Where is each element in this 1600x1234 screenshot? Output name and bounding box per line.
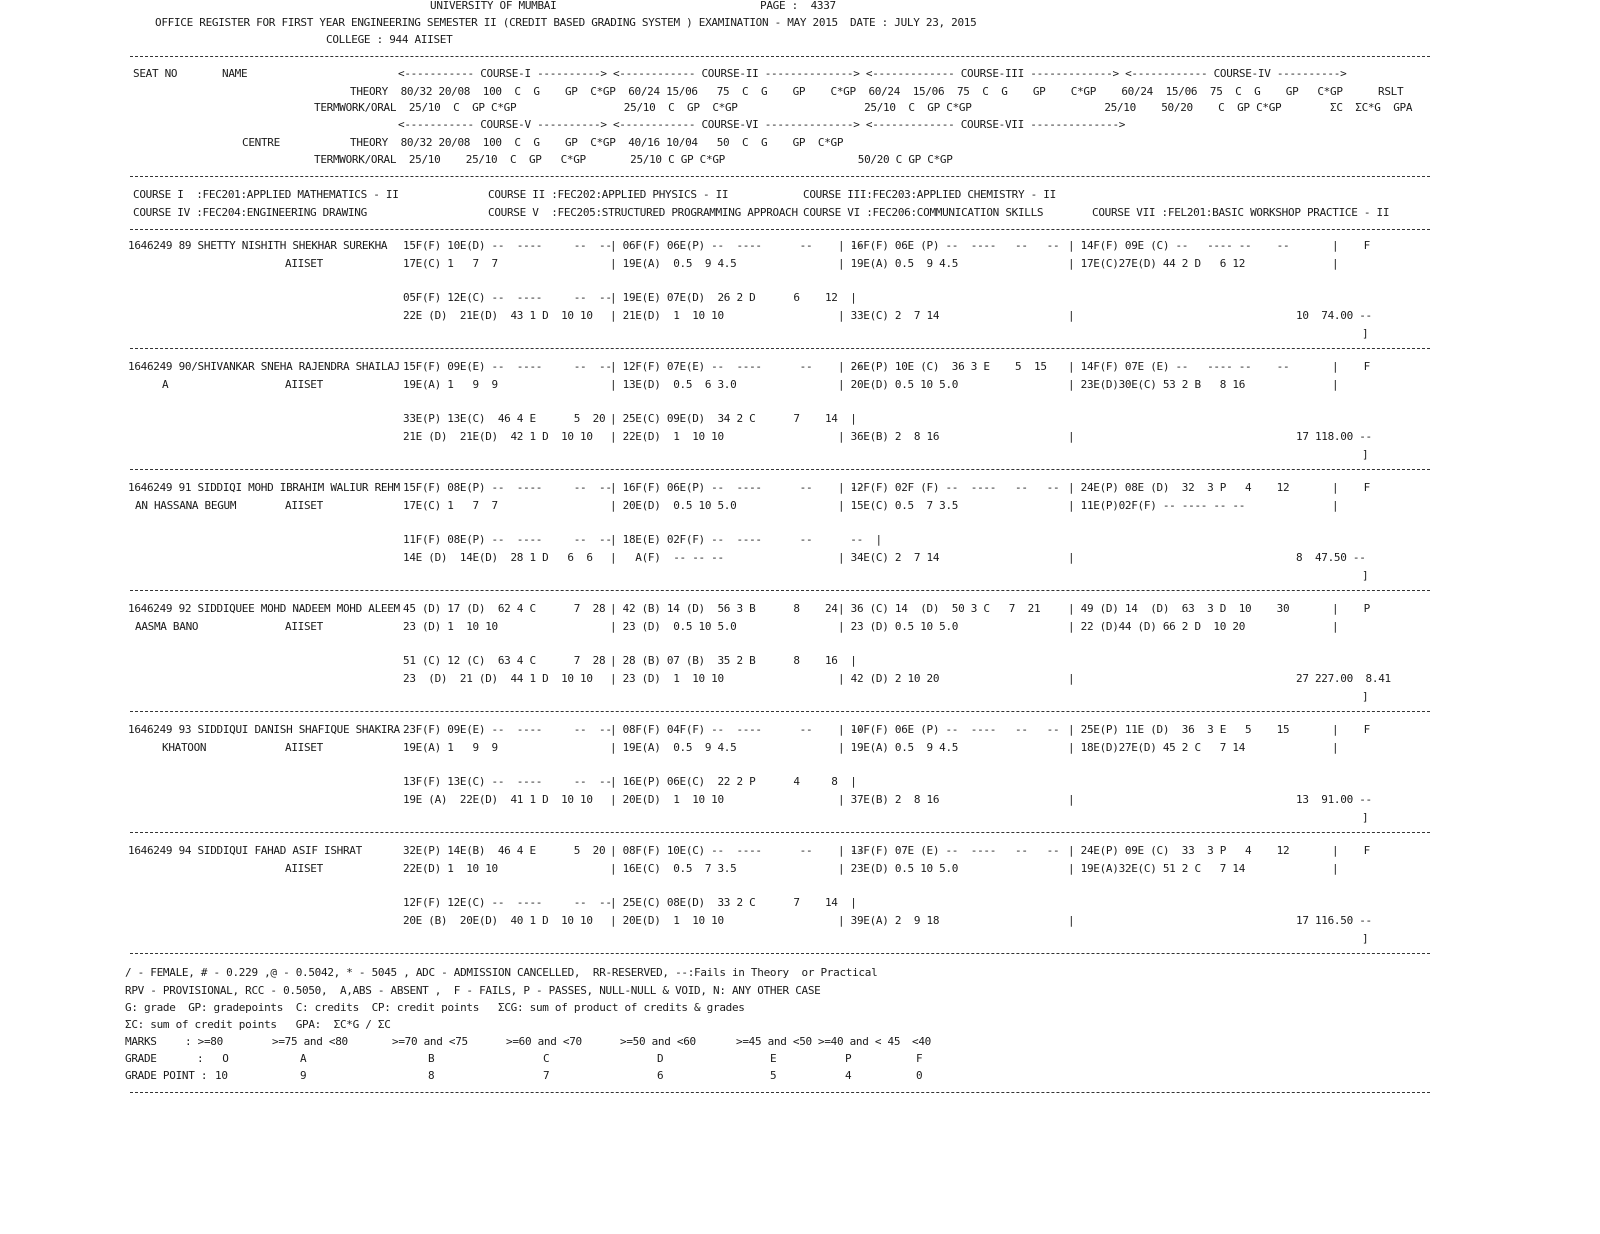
course-7-bar: | bbox=[1068, 793, 1075, 806]
name-continuation: A bbox=[162, 378, 169, 391]
totals-and-gpa: 13 91.00 -- bbox=[1296, 793, 1372, 806]
seat-and-name: 1646249 92 SIDDIQUEE MOHD NADEEM MOHD ALEEM bbox=[128, 602, 400, 615]
course-4-marks-row2: | 22 (D)44 (D) 66 2 D 10 20 bbox=[1068, 620, 1246, 633]
result-bar: | bbox=[1332, 741, 1339, 754]
course-1-marks-row1: 23F(F) 09E(E) -- ---- -- -- bbox=[403, 723, 612, 736]
course-4-marks-row2: | 11E(P)02F(F) -- ---- -- -- bbox=[1068, 499, 1246, 512]
grade-point-value: 10 bbox=[215, 1069, 228, 1082]
course-6-marks-row2: | 23 (D) 1 10 10 bbox=[610, 672, 724, 685]
name-continuation: AASMA BANO bbox=[135, 620, 199, 633]
course-6-marks-row1: | 19E(E) 07E(D) 26 2 D 6 12 | bbox=[610, 291, 857, 304]
course-5-marks-row1: 33E(P) 13E(C) 46 4 E 5 20 bbox=[403, 412, 606, 425]
course-3-marks-row1: | 26E(P) 10E (C) 36 3 E 5 15 bbox=[838, 360, 1047, 373]
course-6-name: COURSE VI :FEC206:COMMUNICATION SKILLS bbox=[803, 206, 1044, 219]
course-1-marks-row2: 19E(A) 1 9 9 bbox=[403, 378, 498, 391]
totals-and-gpa: 17 116.50 -- bbox=[1296, 914, 1372, 927]
course-5-marks-row2: 23 (D) 21 (D) 44 1 D 10 10 bbox=[403, 672, 593, 685]
marks-range: >=75 and <80 bbox=[272, 1035, 348, 1048]
result-bracket: ] bbox=[1362, 569, 1369, 582]
course-2-marks-row1: | 16F(F) 06E(P) -- ---- -- -- bbox=[610, 481, 863, 494]
result-status: | F bbox=[1332, 239, 1370, 252]
course-2-marks-row2: | 13E(D) 0.5 6 3.0 bbox=[610, 378, 737, 391]
marks-range: <40 bbox=[912, 1035, 931, 1048]
divider bbox=[130, 953, 1430, 954]
course-1-marks-row1: 15F(F) 10E(D) -- ---- -- -- bbox=[403, 239, 612, 252]
course-1-marks-row2: 17E(C) 1 7 7 bbox=[403, 257, 498, 270]
course-7-bar: | bbox=[1068, 430, 1075, 443]
course-2-marks-row1: | 08F(F) 10E(C) -- ---- -- -- bbox=[610, 844, 863, 857]
grade-point-value: 6 bbox=[657, 1069, 664, 1082]
course-4-marks-row1: | 25E(P) 11E (D) 36 3 E 5 15 bbox=[1068, 723, 1290, 736]
courses-header-row1: <----------- COURSE-I ----------> <------------ COURSE-II --------------> <------------- COURSE-III -------------> <------------ COURSE-IV ----------> bbox=[398, 67, 1347, 80]
result-bar: | bbox=[1332, 620, 1339, 633]
register-date: DATE : JULY 23, 2015 bbox=[850, 16, 977, 29]
course-2-marks-row2: | 23 (D) 0.5 10 5.0 bbox=[610, 620, 737, 633]
course-4-marks-row1: | 14F(F) 07E (E) -- ---- -- -- bbox=[1068, 360, 1290, 373]
course-4-marks-row2: | 17E(C)27E(D) 44 2 D 6 12 bbox=[1068, 257, 1246, 270]
course-2-marks-row1: | 12F(F) 07E(E) -- ---- -- -- bbox=[610, 360, 863, 373]
grade-point-value: 5 bbox=[770, 1069, 777, 1082]
course-6-marks-row2: | 22E(D) 1 10 10 bbox=[610, 430, 724, 443]
seat-and-name: 1646249 91 SIDDIQI MOHD IBRAHIM WALIUR REHM bbox=[128, 481, 400, 494]
divider bbox=[130, 590, 1430, 591]
student-centre: AIISET bbox=[285, 741, 323, 754]
totals-and-gpa: 8 47.50 -- bbox=[1296, 551, 1366, 564]
termwork-header-row1: TERMWORK/ORAL 25/10 C GP C*GP 25/10 C GP C*GP 25/10 C GP C*GP 25/10 50/20 C GP C*GP bbox=[314, 101, 1282, 114]
seat-and-name: 1646249 90/SHIVANKAR SNEHA RAJENDRA SHAILAJ bbox=[128, 360, 400, 373]
course-6-marks-row1: | 16E(P) 06E(C) 22 2 P 4 8 | bbox=[610, 775, 857, 788]
course-1-marks-row1: 15F(F) 08E(P) -- ---- -- -- bbox=[403, 481, 612, 494]
course-5-name: COURSE V :FEC205:STRUCTURED PROGRAMMING APPROACH bbox=[488, 206, 798, 219]
course-3-marks-row1: | 13F(F) 07E (E) -- ---- -- -- bbox=[838, 844, 1060, 857]
course-4-marks-row2: | 18E(D)27E(D) 45 2 C 7 14 bbox=[1068, 741, 1246, 754]
course-4-marks-row1: | 24E(P) 08E (D) 32 3 P 4 12 bbox=[1068, 481, 1290, 494]
centre-header: CENTRE bbox=[242, 136, 280, 149]
course-7-marks: | 39E(A) 2 9 18 bbox=[838, 914, 940, 927]
divider bbox=[130, 469, 1430, 470]
course-2-marks-row1: | 42 (B) 14 (D) 56 3 B 8 24 bbox=[610, 602, 838, 615]
course-2-marks-row2: | 19E(A) 0.5 9 4.5 bbox=[610, 741, 737, 754]
course-4-marks-row1: | 49 (D) 14 (D) 63 3 D 10 30 bbox=[1068, 602, 1290, 615]
divider bbox=[130, 176, 1430, 177]
course-7-bar: | bbox=[1068, 309, 1075, 322]
course-3-marks-row2: | 20E(D) 0.5 10 5.0 bbox=[838, 378, 959, 391]
grade-letter: C bbox=[543, 1052, 550, 1065]
grade-letter: A bbox=[300, 1052, 307, 1065]
marks-range: : >=80 bbox=[185, 1035, 223, 1048]
course-1-marks-row1: 45 (D) 17 (D) 62 4 C 7 28 bbox=[403, 602, 606, 615]
course-7-name: COURSE VII :FEL201:BASIC WORKSHOP PRACTICE - II bbox=[1092, 206, 1390, 219]
result-bracket: ] bbox=[1362, 448, 1369, 461]
theory-header-row1: THEORY 80/32 20/08 100 C G GP C*GP 60/24 15/06 75 C G GP C*GP 60/24 15/06 75 C G GP C*GP 60/24 15/06 75 C G GP C*GP bbox=[350, 85, 1343, 98]
course-5-marks-row1: 12F(F) 12E(C) -- ---- -- -- bbox=[403, 896, 612, 909]
courses-header-row2: <----------- COURSE-V ----------> <------------ COURSE-VI --------------> <------------- COURSE-VII --------------> bbox=[398, 118, 1126, 131]
course-2-marks-row2: | 16E(C) 0.5 7 3.5 bbox=[610, 862, 737, 875]
course-6-marks-row2: | 20E(D) 1 10 10 bbox=[610, 914, 724, 927]
grade-letter: F bbox=[916, 1052, 923, 1065]
page-number: PAGE : 4337 bbox=[760, 0, 836, 12]
course-1-marks-row1: 32E(P) 14E(B) 46 4 E 5 20 bbox=[403, 844, 606, 857]
grade-label: GRADE bbox=[125, 1052, 157, 1065]
result-bracket: ] bbox=[1362, 932, 1369, 945]
course-5-marks-row2: 19E (A) 22E(D) 41 1 D 10 10 bbox=[403, 793, 593, 806]
totals-header: ΣC ΣC*G GPA bbox=[1330, 101, 1413, 114]
divider bbox=[130, 711, 1430, 712]
result-status: | F bbox=[1332, 481, 1370, 494]
course-1-marks-row1: 15F(F) 09E(E) -- ---- -- -- bbox=[403, 360, 612, 373]
divider bbox=[130, 348, 1430, 349]
course-5-marks-row2: 14E (D) 14E(D) 28 1 D 6 6 bbox=[403, 551, 593, 564]
course-3-marks-row2: | 15E(C) 0.5 7 3.5 bbox=[838, 499, 959, 512]
course-2-marks-row1: | 06F(F) 06E(P) -- ---- -- -- bbox=[610, 239, 863, 252]
course-5-marks-row2: 22E (D) 21E(D) 43 1 D 10 10 bbox=[403, 309, 593, 322]
result-bracket: ] bbox=[1362, 811, 1369, 824]
course-1-marks-row2: 22E(D) 1 10 10 bbox=[403, 862, 498, 875]
course-6-marks-row2: | A(F) -- -- -- bbox=[610, 551, 724, 564]
course-6-marks-row1: | 25E(C) 09E(D) 34 2 C 7 14 | bbox=[610, 412, 857, 425]
student-centre: AIISET bbox=[285, 499, 323, 512]
course-7-marks: | 33E(C) 2 7 14 bbox=[838, 309, 940, 322]
result-status: | F bbox=[1332, 360, 1370, 373]
register-title: OFFICE REGISTER FOR FIRST YEAR ENGINEERING SEMESTER II (CREDIT BASED GRADING SYSTEM ) EXAMINATION - MAY 2015 bbox=[155, 16, 838, 29]
university-title: UNIVERSITY OF MUMBAI bbox=[430, 0, 557, 12]
course-2-marks-row1: | 08F(F) 04F(F) -- ---- -- -- bbox=[610, 723, 863, 736]
grade-letter: P bbox=[845, 1052, 852, 1065]
grade-point-label: GRADE POINT : bbox=[125, 1069, 208, 1082]
result-status: | P bbox=[1332, 602, 1370, 615]
marks-range: >=60 and <70 bbox=[506, 1035, 582, 1048]
course-5-marks-row1: 05F(F) 12E(C) -- ---- -- -- bbox=[403, 291, 612, 304]
grade-letter: D bbox=[657, 1052, 664, 1065]
course-6-marks-row1: | 25E(C) 08E(D) 33 2 C 7 14 | bbox=[610, 896, 857, 909]
result-header: RSLT bbox=[1378, 85, 1404, 98]
course-5-marks-row2: 20E (B) 20E(D) 40 1 D 10 10 bbox=[403, 914, 593, 927]
course-7-marks: | 42 (D) 2 10 20 bbox=[838, 672, 940, 685]
course-7-marks: | 37E(B) 2 8 16 bbox=[838, 793, 940, 806]
student-centre: AIISET bbox=[285, 620, 323, 633]
course-1-marks-row2: 17E(C) 1 7 7 bbox=[403, 499, 498, 512]
course-4-marks-row2: | 19E(A)32E(C) 51 2 C 7 14 bbox=[1068, 862, 1246, 875]
course-4-name: COURSE IV :FEC204:ENGINEERING DRAWING bbox=[133, 206, 367, 219]
result-bar: | bbox=[1332, 378, 1339, 391]
footer-legend-line-1: / - FEMALE, # - 0.229 ,@ - 0.5042, * - 5045 , ADC - ADMISSION CANCELLED, RR-RESERVED, --:Fails in Theory or Practical bbox=[125, 966, 878, 979]
course-4-marks-row2: | 23E(D)30E(C) 53 2 B 8 16 bbox=[1068, 378, 1246, 391]
marks-range: >=40 and < 45 bbox=[818, 1035, 901, 1048]
grade-letter: : O bbox=[197, 1052, 229, 1065]
course-6-marks-row2: | 21E(D) 1 10 10 bbox=[610, 309, 724, 322]
totals-and-gpa: 27 227.00 8.41 bbox=[1296, 672, 1391, 685]
grade-point-value: 7 bbox=[543, 1069, 550, 1082]
course-1-marks-row2: 19E(A) 1 9 9 bbox=[403, 741, 498, 754]
totals-and-gpa: 10 74.00 -- bbox=[1296, 309, 1372, 322]
course-3-marks-row1: | 10F(F) 06E (P) -- ---- -- -- bbox=[838, 723, 1060, 736]
result-status: | F bbox=[1332, 844, 1370, 857]
grade-letter: E bbox=[770, 1052, 777, 1065]
course-3-marks-row1: | 12F(F) 02F (F) -- ---- -- -- bbox=[838, 481, 1060, 494]
result-bar: | bbox=[1332, 862, 1339, 875]
course-5-marks-row2: 21E (D) 21E(D) 42 1 D 10 10 bbox=[403, 430, 593, 443]
grade-letter: B bbox=[428, 1052, 435, 1065]
divider bbox=[130, 56, 1430, 57]
course-3-marks-row2: | 19E(A) 0.5 9 4.5 bbox=[838, 257, 959, 270]
totals-and-gpa: 17 118.00 -- bbox=[1296, 430, 1372, 443]
seat-and-name: 1646249 89 SHETTY NISHITH SHEKHAR SUREKHA bbox=[128, 239, 388, 252]
result-bracket: ] bbox=[1362, 690, 1369, 703]
grade-point-value: 8 bbox=[428, 1069, 435, 1082]
divider bbox=[130, 1092, 1430, 1093]
name-continuation: AN HASSANA BEGUM bbox=[135, 499, 237, 512]
seat-and-name: 1646249 94 SIDDIQUI FAHAD ASIF ISHRAT bbox=[128, 844, 362, 857]
course-2-marks-row2: | 19E(A) 0.5 9 4.5 bbox=[610, 257, 737, 270]
course-4-marks-row1: | 24E(P) 09E (C) 33 3 P 4 12 bbox=[1068, 844, 1290, 857]
course-5-marks-row1: 13F(F) 13E(C) -- ---- -- -- bbox=[403, 775, 612, 788]
footer-legend-line-3: G: grade GP: gradepoints C: credits CP: credit points ΣCG: sum of product of credits & grades bbox=[125, 1001, 745, 1014]
course-3-marks-row2: | 23E(D) 0.5 10 5.0 bbox=[838, 862, 959, 875]
grade-point-value: 0 bbox=[916, 1069, 923, 1082]
course-7-bar: | bbox=[1068, 551, 1075, 564]
result-bar: | bbox=[1332, 499, 1339, 512]
course-5-marks-row1: 51 (C) 12 (C) 63 4 C 7 28 bbox=[403, 654, 606, 667]
student-centre: AIISET bbox=[285, 378, 323, 391]
divider bbox=[130, 832, 1430, 833]
course-5-marks-row1: 11F(F) 08E(P) -- ---- -- -- bbox=[403, 533, 612, 546]
footer-legend-line-2: RPV - PROVISIONAL, RCC - 0.5050, A,ABS - ABSENT , F - FAILS, P - PASSES, NULL-NULL & VOID, N: ANY OTHER CASE bbox=[125, 984, 821, 997]
course-7-bar: | bbox=[1068, 914, 1075, 927]
result-bracket: ] bbox=[1362, 327, 1369, 340]
course-4-marks-row1: | 14F(F) 09E (C) -- ---- -- -- bbox=[1068, 239, 1290, 252]
marks-label: MARKS bbox=[125, 1035, 157, 1048]
grade-point-value: 9 bbox=[300, 1069, 307, 1082]
result-bar: | bbox=[1332, 257, 1339, 270]
name-header: NAME bbox=[222, 67, 248, 80]
theory-header-row2: THEORY 80/32 20/08 100 C G GP C*GP 40/16 10/04 50 C G GP C*GP bbox=[350, 136, 844, 149]
seat-no-header: SEAT NO bbox=[133, 67, 178, 80]
course-2-name: COURSE II :FEC202:APPLIED PHYSICS - II bbox=[488, 188, 729, 201]
course-3-name: COURSE III:FEC203:APPLIED CHEMISTRY - II bbox=[803, 188, 1056, 201]
course-3-marks-row2: | 23 (D) 0.5 10 5.0 bbox=[838, 620, 959, 633]
student-centre: AIISET bbox=[285, 862, 323, 875]
footer-legend-line-4: ΣC: sum of credit points GPA: ΣC*G / ΣC bbox=[125, 1018, 391, 1031]
marks-range: >=50 and <60 bbox=[620, 1035, 696, 1048]
course-1-marks-row2: 23 (D) 1 10 10 bbox=[403, 620, 498, 633]
marks-range: >=70 and <75 bbox=[392, 1035, 468, 1048]
termwork-header-row2: TERMWORK/ORAL 25/10 25/10 C GP C*GP 25/10 C GP C*GP 50/20 C GP C*GP bbox=[314, 153, 953, 166]
student-centre: AIISET bbox=[285, 257, 323, 270]
college-name: COLLEGE : 944 AIISET bbox=[326, 33, 453, 46]
course-3-marks-row1: | 36 (C) 14 (D) 50 3 C 7 21 bbox=[838, 602, 1041, 615]
course-6-marks-row2: | 20E(D) 1 10 10 bbox=[610, 793, 724, 806]
course-2-marks-row2: | 20E(D) 0.5 10 5.0 bbox=[610, 499, 737, 512]
result-status: | F bbox=[1332, 723, 1370, 736]
course-7-bar: | bbox=[1068, 672, 1075, 685]
divider bbox=[130, 229, 1430, 230]
seat-and-name: 1646249 93 SIDDIQUI DANISH SHAFIQUE SHAKIRA bbox=[128, 723, 400, 736]
course-6-marks-row1: | 18E(E) 02F(F) -- ---- -- -- | bbox=[610, 533, 882, 546]
course-3-marks-row1: | 16F(F) 06E (P) -- ---- -- -- bbox=[838, 239, 1060, 252]
course-1-name: COURSE I :FEC201:APPLIED MATHEMATICS - II bbox=[133, 188, 399, 201]
course-7-marks: | 34E(C) 2 7 14 bbox=[838, 551, 940, 564]
course-6-marks-row1: | 28 (B) 07 (B) 35 2 B 8 16 | bbox=[610, 654, 857, 667]
course-3-marks-row2: | 19E(A) 0.5 9 4.5 bbox=[838, 741, 959, 754]
marks-range: >=45 and <50 bbox=[736, 1035, 812, 1048]
grade-point-value: 4 bbox=[845, 1069, 852, 1082]
course-7-marks: | 36E(B) 2 8 16 bbox=[838, 430, 940, 443]
name-continuation: KHATOON bbox=[162, 741, 207, 754]
